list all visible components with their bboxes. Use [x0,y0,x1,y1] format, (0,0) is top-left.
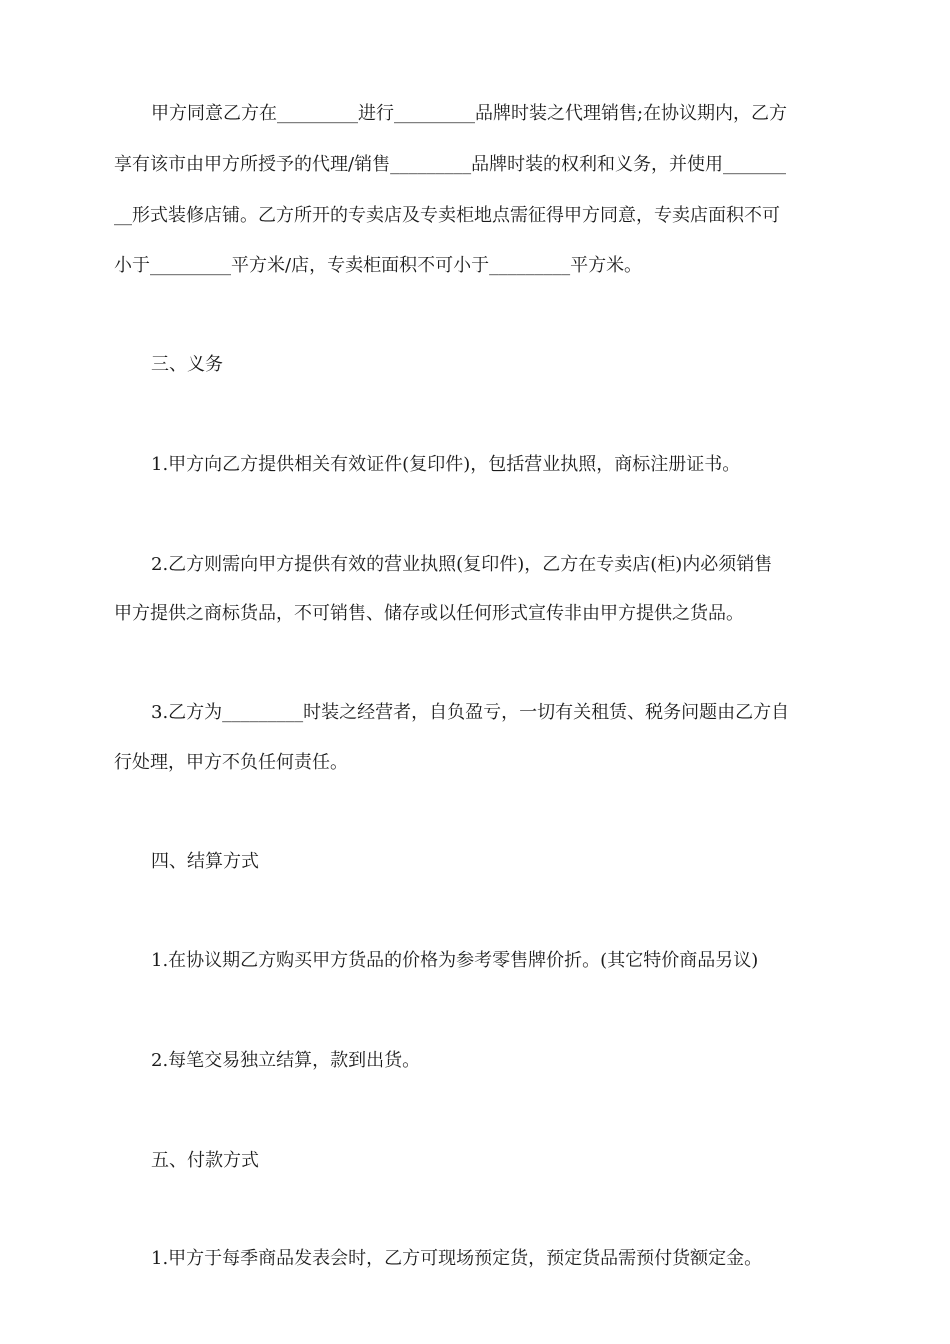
para-1-line-4: 小于_________平方米/店，专卖柜面积不可小于_________平方米。 [114,255,643,276]
item-3-2-line-2: 甲方提供之商标货品，不可销售、储存或以任何形式宣传非由甲方提供之货品。 [114,603,744,624]
section-heading-5: 五、付款方式 [151,1150,259,1171]
item-5-1: 1.甲方于每季商品发表会时，乙方可现场预定货，预定货品需预付货额定金。 [151,1248,763,1269]
section-heading-4: 四、结算方式 [151,851,259,872]
para-1-line-1: 甲方同意乙方在_________进行_________品牌时装之代理销售;在协议期内，乙方 [151,103,788,124]
item-4-1: 1.在协议期乙方购买甲方货品的价格为参考零售牌价折。(其它特价商品另议) [151,950,759,971]
item-3-3-line-2: 行处理，甲方不负任何责任。 [114,752,348,773]
item-3-2-line-1: 2.乙方则需向甲方提供有效的营业执照(复印件)，乙方在专卖店(柜)内必须销售 [151,554,773,575]
item-4-2: 2.每笔交易独立结算，款到出货。 [151,1050,421,1071]
para-1-line-2: 享有该市由甲方所授予的代理/销售_________品牌时装的权利和义务，并使用_______ [114,154,787,175]
section-heading-3: 三、义务 [151,354,223,375]
item-3-3-line-1: 3.乙方为_________时装之经营者，自负盈亏，一切有关租赁、税务问题由乙方自 [151,702,790,723]
item-3-1: 1.甲方向乙方提供相关有效证件(复印件)，包括营业执照，商标注册证书。 [151,454,741,475]
para-1-line-3: __形式装修店铺。乙方所开的专卖店及专卖柜地点需征得甲方同意，专卖店面积不可 [114,205,780,226]
